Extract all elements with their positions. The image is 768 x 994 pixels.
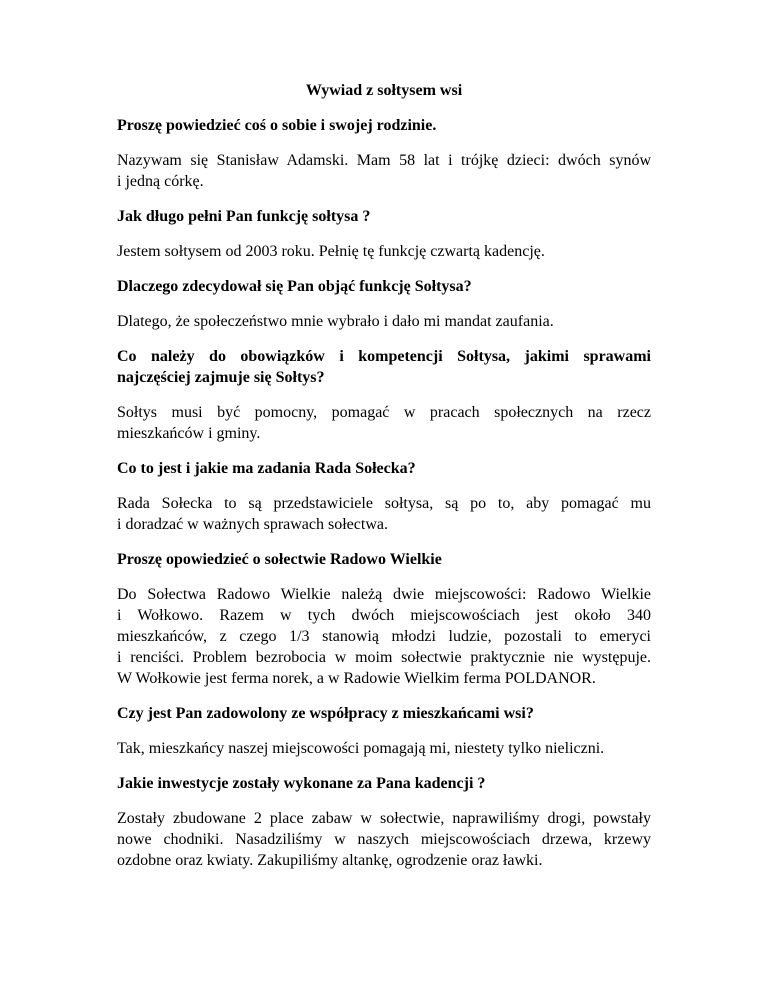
question-line: Jakie inwestycje zostały wykonane za Pana kadencji ? <box>117 775 486 792</box>
question-line: Co to jest i jakie ma zadania Rada Sołecka? <box>117 460 416 477</box>
interview-answer <box>117 241 651 262</box>
interview-question <box>117 115 651 136</box>
question-line: Dlaczego zdecydował się Pan objąć funkcję Sołtysa? <box>117 278 472 295</box>
interview-answer <box>117 808 651 871</box>
question-line: najczęściej zajmuje się Sołtys? <box>117 369 325 386</box>
question-line: Jak długo pełni Pan funkcję sołtysa ? <box>117 208 371 225</box>
interview-answer <box>117 311 651 332</box>
interview-question <box>117 458 651 479</box>
document-title: Wywiad z sołtysem wsi <box>305 82 463 99</box>
answer-line: nowe chodniki. Nasadziliśmy w naszych miejscowościach drzewa, krzewy <box>117 831 651 848</box>
question-line: Czy jest Pan zadowolony ze współpracy z mieszkańcami wsi? <box>117 705 534 722</box>
answer-line: i doradzać w ważnych sprawach sołectwa. <box>117 516 388 533</box>
answer-line: i Wołkowo. Razem w tych dwóch miejscowościach jest około 340 <box>117 607 651 624</box>
document-page <box>117 80 651 885</box>
interview-answer <box>117 150 651 192</box>
question-line: Proszę powiedzieć coś o sobie i swojej rodzinie. <box>117 117 437 134</box>
answer-line: Do Sołectwa Radowo Wielkie należą dwie miejscowości: Radowo Wielkie <box>117 586 651 603</box>
answer-line: W Wołkowie jest ferma norek, a w Radowie Wielkim ferma POLDANOR. <box>117 670 596 687</box>
interview-question <box>117 773 651 794</box>
interview-answer <box>117 584 651 689</box>
interview-question <box>117 206 651 227</box>
interview-question <box>117 276 651 297</box>
answer-line: Rada Sołecka to są przedstawiciele sołtysa, są po to, aby pomagać mu <box>117 495 651 512</box>
answer-line: Nazywam się Stanisław Adamski. Mam 58 lat i trójkę dzieci: dwóch synów <box>117 152 651 169</box>
answer-line: Jestem sołtysem od 2003 roku. Pełnię tę funkcję czwartą kadencję. <box>117 243 545 260</box>
answer-line: i jedną córkę. <box>117 173 204 190</box>
answer-line: i renciści. Problem bezrobocia w moim sołectwie praktycznie nie występuje. <box>117 649 651 666</box>
question-line: Co należy do obowiązków i kompetencji Sołtysa, jakimi sprawami <box>117 348 651 365</box>
answer-line: mieszkańców i gminy. <box>117 425 261 442</box>
interview-body <box>117 115 651 871</box>
answer-line: Sołtys musi być pomocny, pomagać w pracach społecznych na rzecz <box>117 404 651 421</box>
interview-answer <box>117 493 651 535</box>
answer-line: mieszkańców, z czego 1/3 stanowią młodzi ludzie, pozostali to emeryci <box>117 628 651 645</box>
interview-answer <box>117 738 651 759</box>
answer-line: ozdobne oraz kwiaty. Zakupiliśmy altankę, ogrodzenie oraz ławki. <box>117 852 543 869</box>
answer-line: Dlatego, że społeczeństwo mnie wybrało i dało mi mandat zaufania. <box>117 313 554 330</box>
answer-line: Zostały zbudowane 2 place zabaw w sołectwie, naprawiliśmy drogi, powstały <box>117 810 651 827</box>
interview-question <box>117 703 651 724</box>
interview-question <box>117 346 651 388</box>
answer-line: Tak, mieszkańcy naszej miejscowości pomagają mi, niestety tylko nieliczni. <box>117 740 605 757</box>
interview-answer <box>117 402 651 444</box>
question-line: Proszę opowiedzieć o sołectwie Radowo Wielkie <box>117 551 442 568</box>
interview-question <box>117 549 651 570</box>
